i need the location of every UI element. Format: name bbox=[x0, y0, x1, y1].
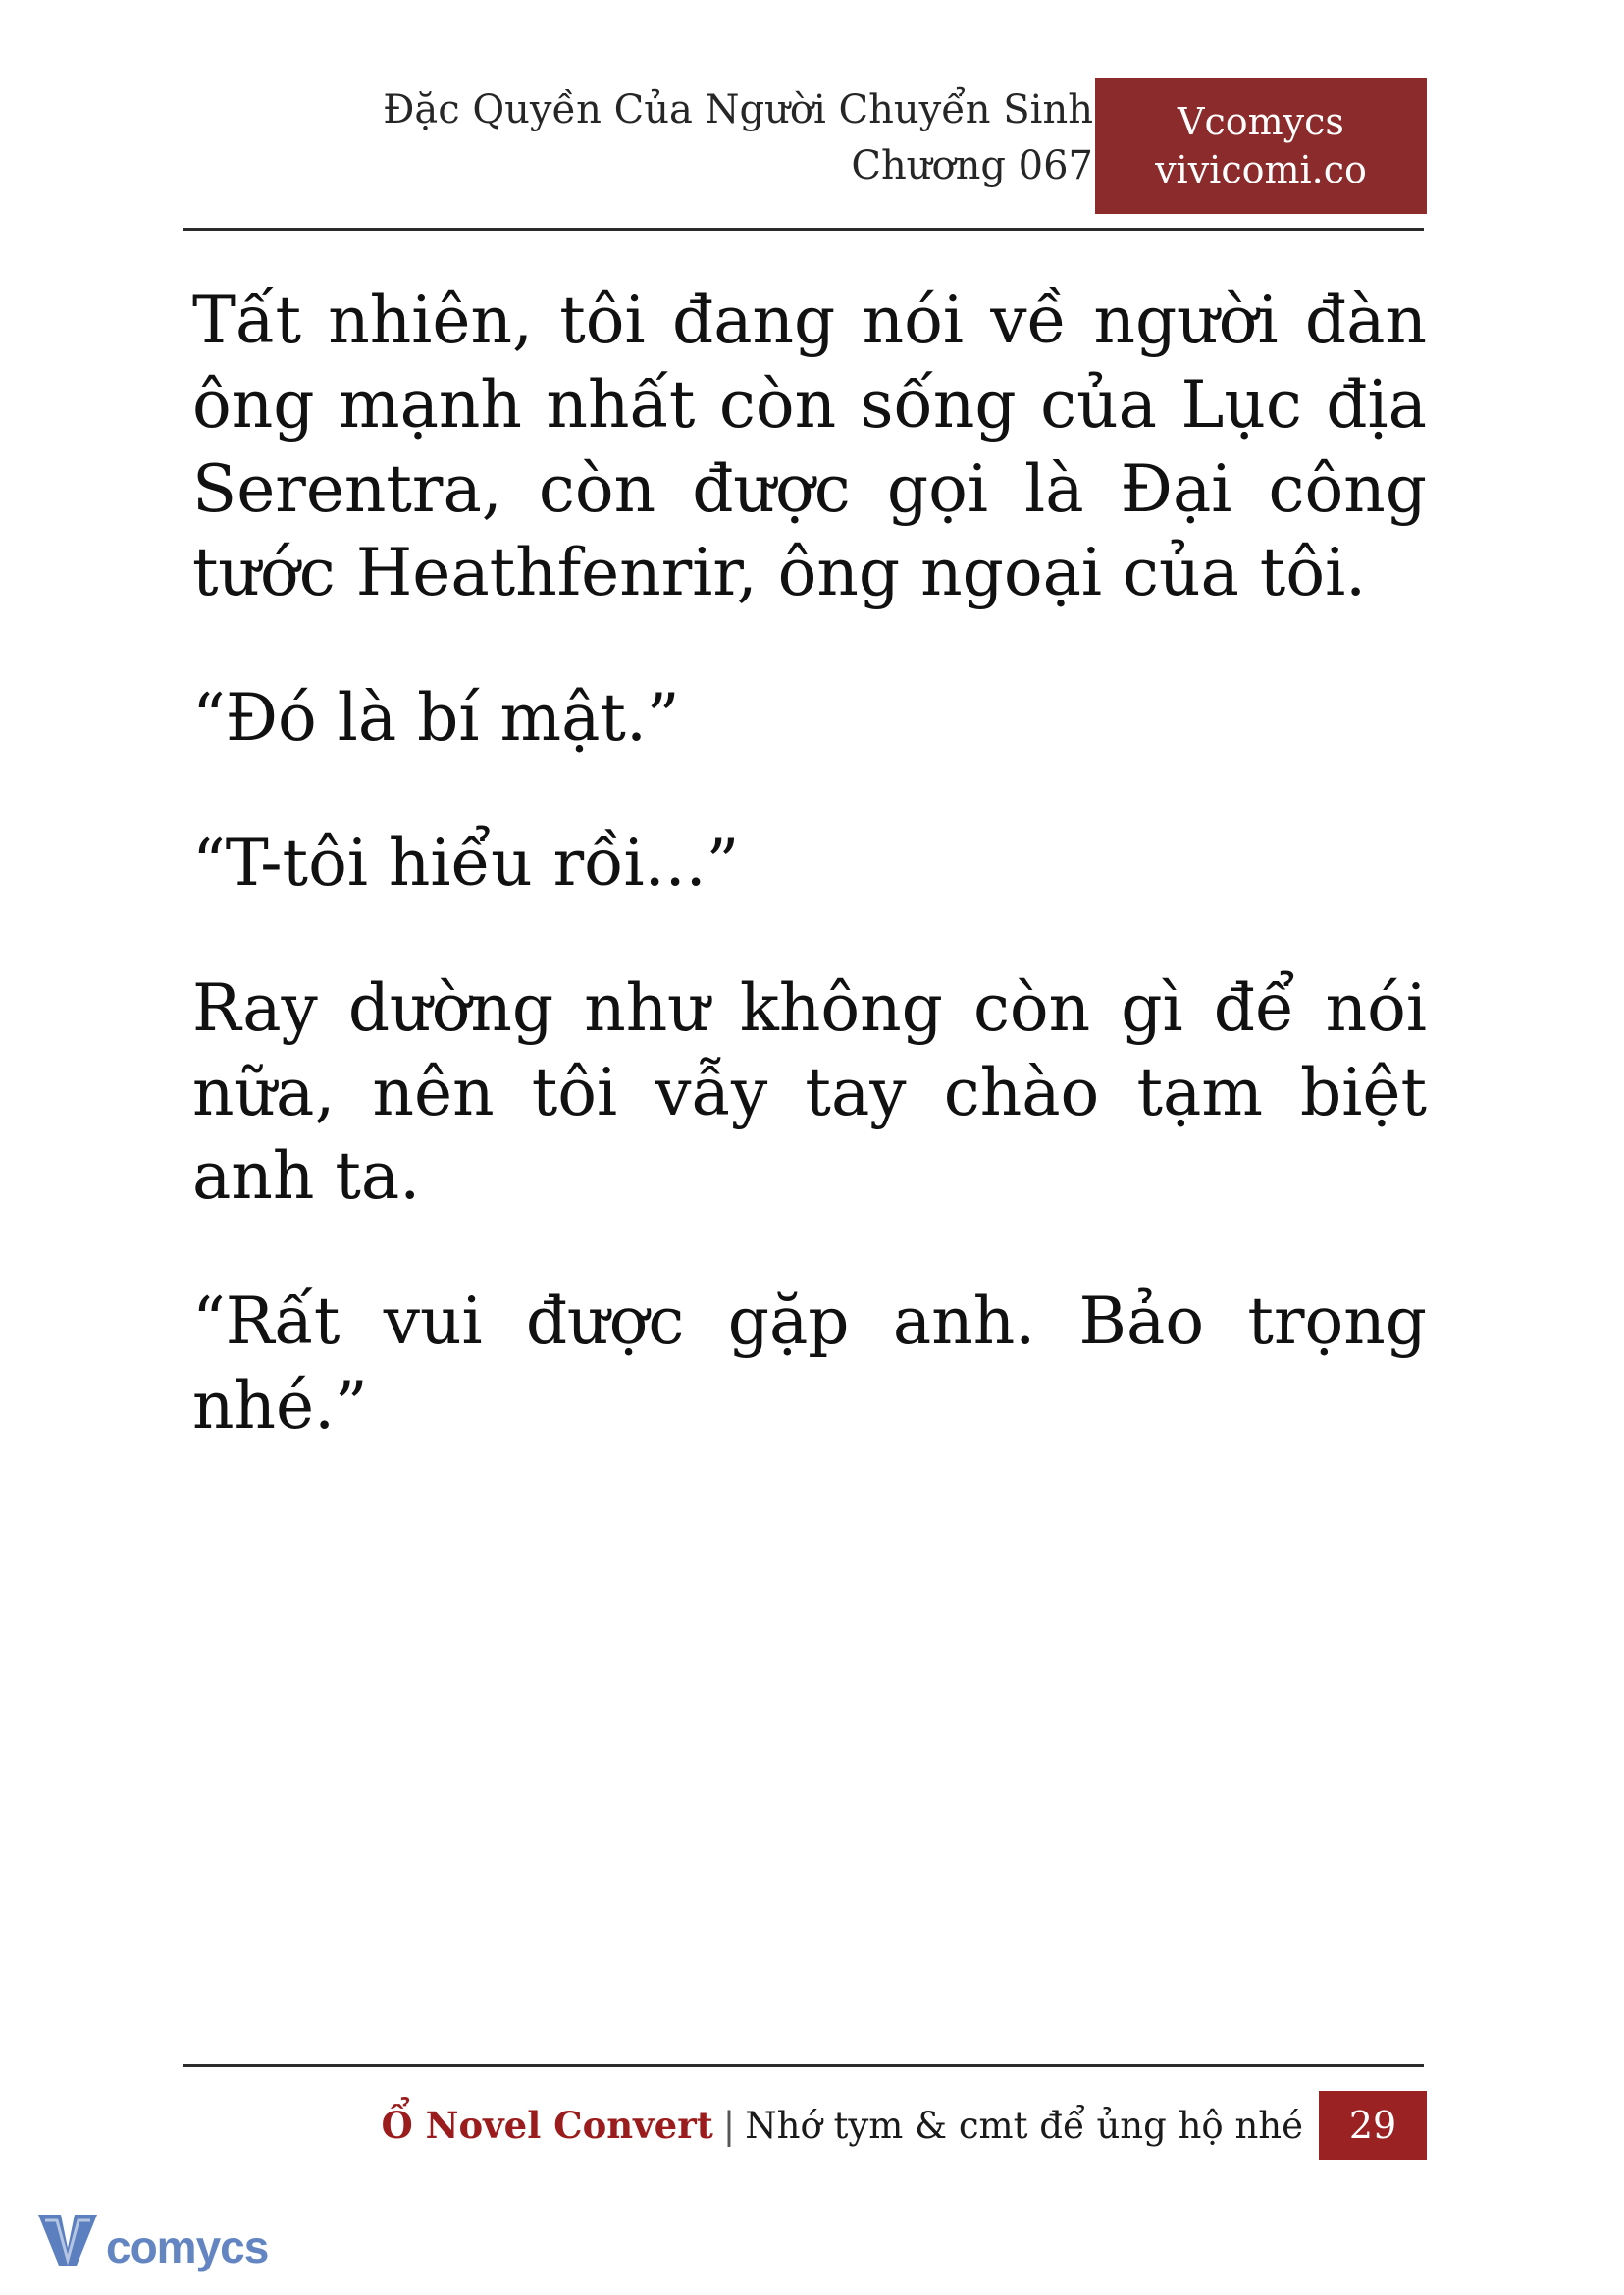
chapter-label: Chương 067 bbox=[851, 142, 1093, 188]
site-badge bbox=[1095, 78, 1427, 214]
header-divider bbox=[183, 228, 1424, 231]
novel-title: Đặc Quyền Của Người Chuyển Sinh bbox=[383, 87, 1093, 132]
paragraph: “T-tôi hiểu rồi...” bbox=[192, 824, 740, 901]
paragraph: “Đó là bí mật.” bbox=[192, 680, 680, 756]
paragraph: Tất nhiên, tôi đang nói về người đàn ông mạnh nhất còn sống của Lục địa Serentra, còn được gọi là Đại công tước Heathfenrir, ông ngoại của tôi. bbox=[192, 283, 1427, 611]
footer-note: Nhớ tym & cmt để ủng hộ nhé bbox=[745, 2105, 1303, 2147]
footer-credit bbox=[382, 2104, 1303, 2147]
site-url: vivicomi.co bbox=[1155, 148, 1367, 191]
paragraph: “Rất vui được gặp anh. Bảo trọng nhé.” bbox=[192, 1283, 1427, 1443]
watermark-text: comycs bbox=[106, 2221, 269, 2272]
v-logo-icon bbox=[35, 2209, 100, 2269]
page-content bbox=[192, 279, 1427, 1509]
header-title-block bbox=[383, 82, 1093, 194]
page-header bbox=[183, 82, 1427, 230]
page-number-badge: 29 bbox=[1319, 2091, 1427, 2160]
footer-divider bbox=[183, 2064, 1424, 2067]
footer-brand: Ổ Novel Convert bbox=[381, 2104, 713, 2147]
site-name: Vcomycs bbox=[1178, 100, 1344, 144]
footer-bar bbox=[183, 2093, 1427, 2158]
page-footer bbox=[183, 2064, 1427, 2158]
paragraph: Ray dường như không còn gì để nói nữa, nên tôi vẫy tay chào tạm biệt anh ta. bbox=[192, 969, 1427, 1215]
watermark-logo bbox=[35, 2209, 269, 2272]
footer-separator: | bbox=[722, 2105, 736, 2147]
